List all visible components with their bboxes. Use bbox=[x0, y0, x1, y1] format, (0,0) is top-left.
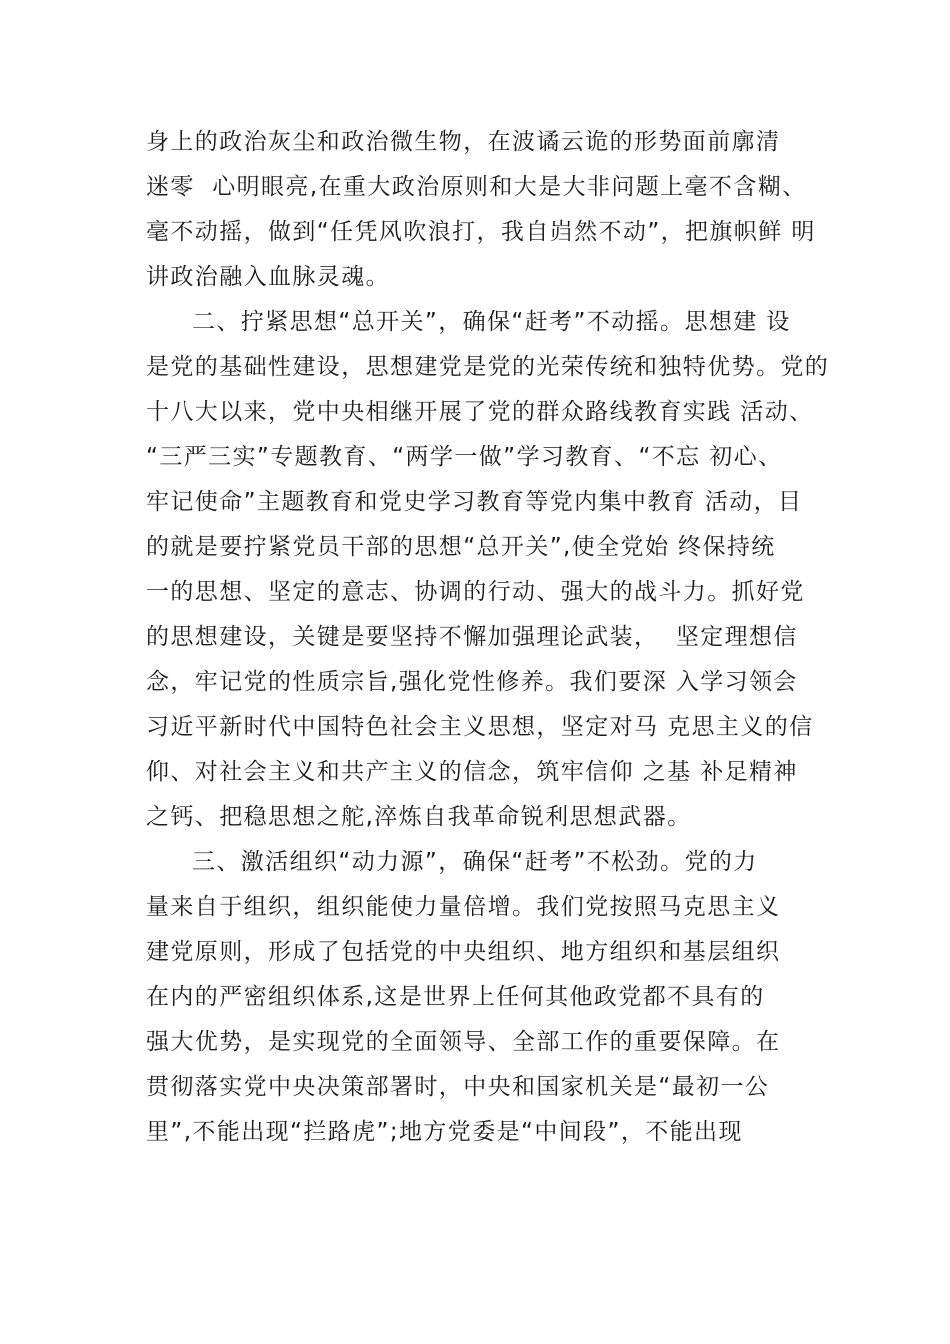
text-line: 量来自于组织，组织能使力量倍增。我们党按照马克思主义 bbox=[146, 894, 781, 920]
text-line: 里”,不能出现“拦路虎”;地方党委是“中间段”，不能出现 bbox=[146, 1119, 743, 1145]
text-line: 在内的严密组织体系,这是世界上任何其他政党都不具有的 bbox=[146, 984, 765, 1010]
paragraph-heading-line: 二、拧紧思想“总开关”，确保“赶考”不动摇。思想建 设 bbox=[192, 309, 791, 335]
text-line: 迷零 心明眼亮,在重大政治原则和大是大非问题上毫不含糊、 bbox=[146, 174, 807, 200]
text-line: 的思想建设，关键是要坚持不懈加强理论武装， 坚定理想信 bbox=[146, 624, 798, 650]
text-line: 习近平新时代中国特色社会主义思想，坚定对马 克思主义的信 bbox=[146, 714, 814, 740]
paragraph-heading-line: 三、激活组织“动力源”，确保“赶考”不松劲。党的力 bbox=[192, 849, 758, 875]
text-line: 强大优势，是实现党的全面领导、全部工作的重要保障。在 bbox=[146, 1029, 781, 1055]
text-line: 毫不动摇，做到“任凭风吹浪打，我自岿然不动”，把旗帜鲜 明 bbox=[146, 219, 816, 245]
text-line: 的就是要拧紧党员干部的思想“总开关”,使全党始 终保持统 bbox=[146, 534, 776, 560]
text-line: “三严三实”专题教育、“两学一做”学习教育、“不忘 初心、 bbox=[146, 444, 783, 470]
text-line: 仰、对社会主义和共产主义的信念，筑牢信仰 之基 补足精神 bbox=[146, 759, 798, 785]
text-line: 讲政治融入血脉灵魂。 bbox=[146, 264, 390, 290]
text-line: 贯彻落实党中央决策部署时，中央和国家机关是“最初一公 bbox=[146, 1074, 770, 1100]
text-line: 牢记使命”主题教育和党史学习教育等党内集中教育 活动，目 bbox=[146, 489, 803, 515]
text-line: 建党原则，形成了包括党的中央组织、地方组织和基层组织 bbox=[146, 939, 781, 965]
text-line: 身上的政治灰尘和政治微生物，在波谲云诡的形势面前廓清 bbox=[146, 129, 781, 155]
text-line: 是党的基础性建设，思想建党是党的光荣传统和独特优势。党的 bbox=[146, 354, 830, 380]
text-line: 十八大以来，党中央相继开展了党的群众路线教育实践 活动、 bbox=[146, 399, 814, 425]
text-line: 念，牢记党的性质宗旨,强化党性修养。我们要深 入学习领会 bbox=[146, 669, 798, 695]
body-text bbox=[146, 120, 846, 1155]
text-line: 之钙、把稳思想之舵,淬炼自我革命锐利思想武器。 bbox=[146, 804, 692, 830]
text-line: 一的思想、坚定的意志、协调的行动、强大的战斗力。抓好党 bbox=[146, 579, 805, 605]
